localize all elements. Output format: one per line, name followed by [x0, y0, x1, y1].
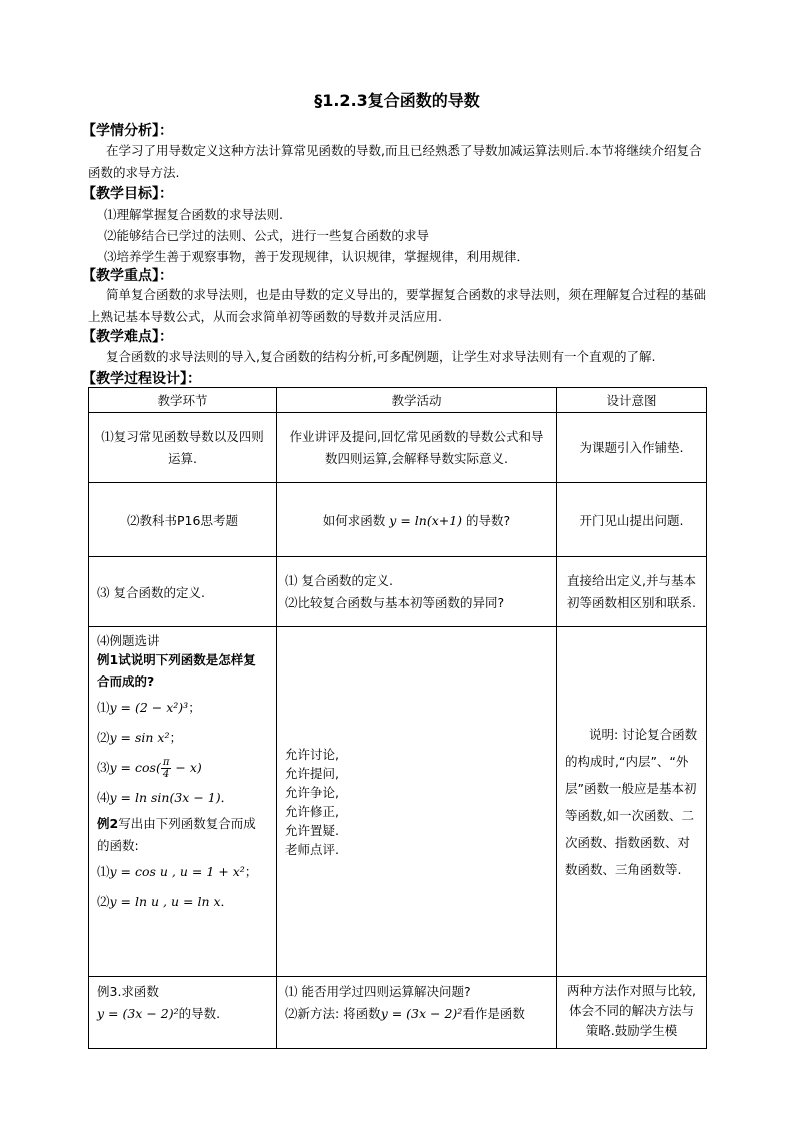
- section-heading-goals: 【教学目标】：: [82, 186, 173, 202]
- row5-stage-post: 的导数.: [178, 1006, 221, 1021]
- row2-activity: [277, 483, 557, 557]
- section-heading-key-points: 【教学重点】：: [82, 268, 173, 284]
- row2-activity-formula: y = ln(x+1): [389, 512, 463, 528]
- row5-activity-line-1: ⑴ 能否用学过四则运算解决问题?: [285, 984, 471, 999]
- goal-item-2: ⑵能够结合已学过的法则、公式，进行一些复合函数的求导: [104, 228, 430, 243]
- row1-intent: 为课题引入作铺垫.: [557, 413, 707, 483]
- row3-activity-line-1: ⑴ 复合函数的定义.: [285, 572, 393, 588]
- row5-stage: [89, 977, 277, 1049]
- table-row: [89, 977, 707, 1049]
- row3-activity-line-2: ⑵比较复合函数与基本初等函数的异同?: [285, 594, 505, 610]
- analysis-text: 在学习了用导数定义这种方法计算常见函数的导数,而且已经熟悉了导数加减运算法则后.本节将继续介绍复合函数的求导方法.: [88, 143, 702, 180]
- page-title: §1.2.3复合函数的导数: [314, 91, 480, 110]
- row4-activity-line: 允许争论,: [285, 784, 339, 800]
- table-row: [89, 557, 707, 627]
- row1-stage: ⑴复习常见函数导数以及四则运算.: [89, 413, 277, 483]
- example1-item-1: ⑴y = (2 − x²)³；: [97, 700, 201, 715]
- section-heading-difficulties: 【教学难点】：: [82, 329, 173, 345]
- difficulties-text: 复合函数的求导法则的导入,复合函数的结构分析,可多配例题，让学生对求导法则有一个直观的了解.: [106, 349, 656, 364]
- row5-stage-line-1: 例3.求函数: [97, 984, 159, 999]
- example1-text: 试说明下列函数是怎样复合而成的?: [97, 652, 256, 689]
- row1-activity: 作业讲评及提问,回忆常见函数的导数公式和导数四则运算,会解释导数实际意义.: [277, 413, 557, 483]
- example2-label: 例2: [97, 816, 119, 831]
- row4-stage: [89, 627, 277, 977]
- row2-intent: 开门见山提出问题.: [557, 483, 707, 557]
- goal-item-1: ⑴理解掌握复合函数的求导法则.: [104, 207, 283, 222]
- row5-activity-post: 看作是函数: [462, 1006, 525, 1021]
- row3-intent: 直接给出定义,并与基本初等函数相区别和联系.: [557, 557, 707, 627]
- row4-activity-line: 允许修正,: [285, 803, 339, 819]
- row4-intent: 说明: 讨论复合函数的构成时,“内层”、“外层”函数一般应是基本初等函数,如一次函数、二次函数、指数函数、对数函数、三角函数等.: [557, 627, 707, 977]
- example1-item-2: ⑵y = sin x²；: [97, 730, 183, 745]
- header-stage: 教学环节: [89, 388, 277, 413]
- row3-activity: [277, 557, 557, 627]
- row2-stage: ⑵教科书P16思考题: [89, 483, 277, 557]
- row2-activity-pre: 如何求函数: [322, 512, 386, 528]
- row4-activity-line: 允许讨论,: [285, 746, 339, 762]
- example1-label: 例1: [97, 652, 119, 667]
- row5-intent: 两种方法作对照与比较,体会不同的解决方法与策略.鼓励学生模: [557, 977, 707, 1049]
- example1-item-4: ⑷y = ln sin(3x − 1)．: [97, 790, 234, 805]
- row5-activity: [277, 977, 557, 1049]
- row2-activity-post: 的导数?: [466, 512, 511, 528]
- key-points-text: 简单复合函数的求导法则，也是由导数的定义导出的，要掌握复合函数的求导法则，须在理解复合过程的基础上熟记基本导数公式，从而会求简单初等函数的导数并灵活应用.: [88, 287, 707, 324]
- row5-activity-pre: ⑵新方法: 将函数: [285, 1006, 381, 1021]
- example1-item-3: ⑶y = cos( $\frac{\pi}{4}$ − x): [97, 757, 202, 780]
- row3-stage: ⑶ 复合函数的定义.: [89, 557, 277, 627]
- row5-activity-formula: y = (3x − 2)²: [380, 1006, 463, 1021]
- table-row: [89, 483, 707, 557]
- row4-activity-line: 允许提问,: [285, 765, 339, 781]
- row4-stage-title: ⑷例题选讲: [97, 633, 160, 648]
- table-row: [89, 413, 707, 483]
- table-header-row: [89, 388, 707, 413]
- goal-item-3: ⑶培养学生善于观察事物，善于发现规律，认识规律，掌握规律，利用规律．: [104, 249, 530, 264]
- section-heading-analysis: 【学情分析】：: [82, 123, 173, 139]
- row5-stage-formula: y = (3x − 2)²: [97, 1006, 179, 1021]
- table-row: [89, 627, 707, 977]
- example2-item-2: ⑵y = ln u , u = ln x．: [97, 894, 234, 909]
- row4-activity-line: 允许置疑.: [285, 822, 339, 838]
- row4-activity: [277, 627, 557, 977]
- section-heading-process: 【教学过程设计】：: [82, 371, 201, 387]
- lesson-plan-table: [88, 387, 707, 1049]
- example2-item-1: ⑴y = cos u , u = 1 + x²；: [97, 864, 258, 879]
- header-intent: 设计意图: [557, 388, 707, 413]
- example2-text: 写出由下列函数复合而成的函数:: [97, 816, 256, 853]
- header-activity: 教学活动: [277, 388, 557, 413]
- row4-activity-line: 老师点评.: [285, 841, 339, 857]
